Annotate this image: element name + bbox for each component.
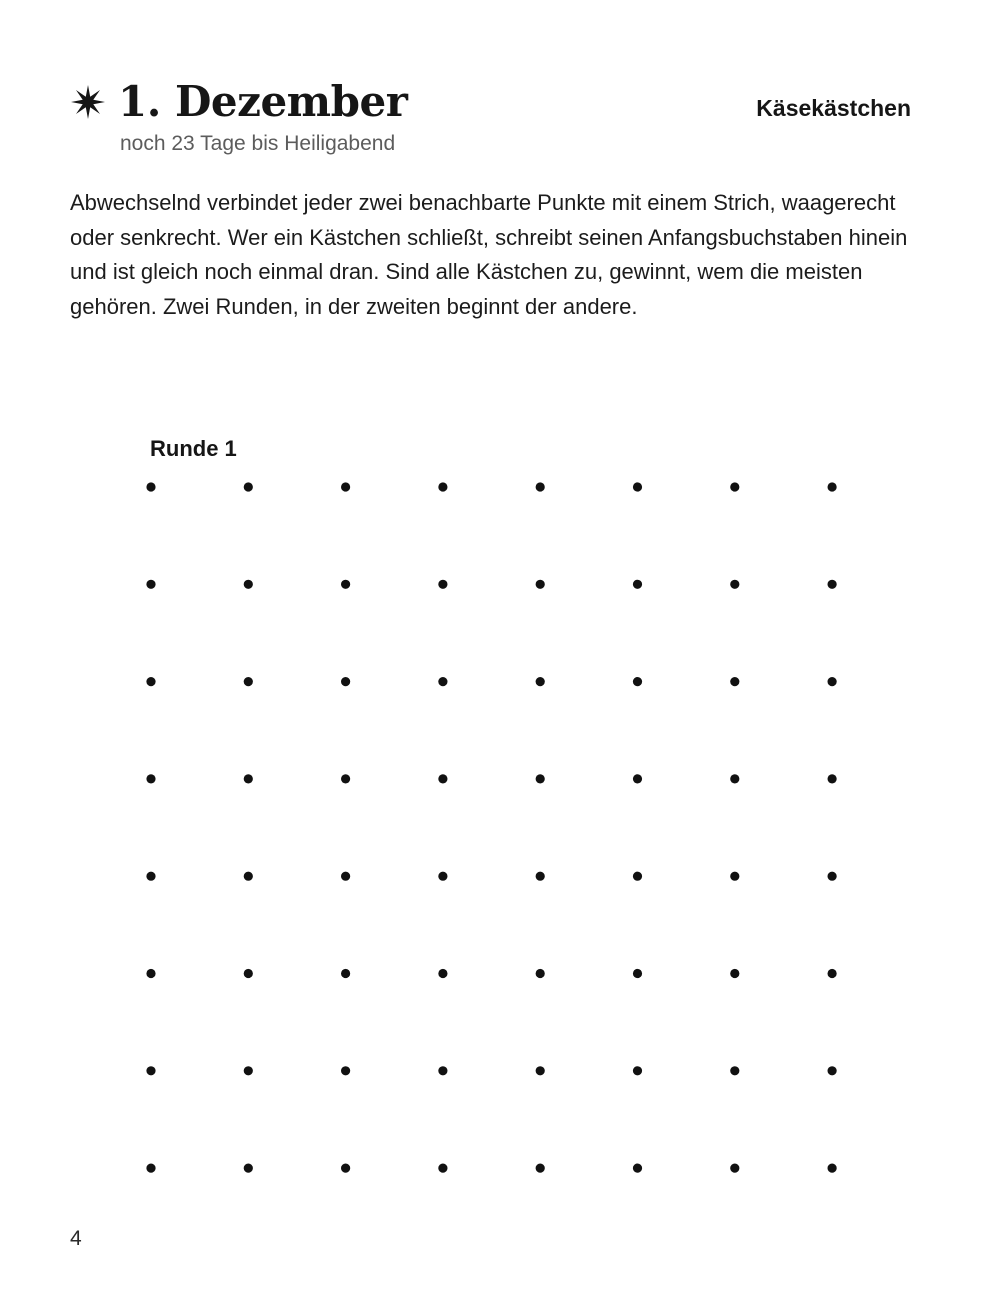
grid-dot[interactable] [244,1066,253,1075]
page-number: 4 [70,1227,82,1250]
grid-dot[interactable] [536,969,545,978]
grid-dot[interactable] [828,969,837,978]
grid-dot[interactable] [536,482,545,491]
grid-dot[interactable] [244,872,253,881]
grid-dot[interactable] [828,1066,837,1075]
grid-dot[interactable] [146,1066,155,1075]
grid-dot[interactable] [341,1164,350,1173]
grid-dot[interactable] [633,1164,642,1173]
grid-dot[interactable] [730,774,739,783]
grid-dot[interactable] [536,580,545,589]
grid-dot[interactable] [146,580,155,589]
grid-dot[interactable] [244,482,253,491]
grid-dot[interactable] [438,969,447,978]
grid-dot[interactable] [633,482,642,491]
grid-dot[interactable] [244,677,253,686]
grid-dot[interactable] [536,774,545,783]
grid-dot[interactable] [438,1066,447,1075]
grid-dot[interactable] [146,482,155,491]
rules-text: Abwechselnd verbindet jeder zwei benachbarte Punkte mit einem Strich, waagerecht oder senkrecht. Wer ein Kästchen schließt, schreibt seinen Anfangsbuchstaben hinein und ist gleich noch einmal dran. Sind alle Kästchen zu, gewinnt, wem die meisten gehören. Zwei Runden, in der zweiten beginnt der andere. [70,190,908,319]
grid-dot[interactable] [730,1164,739,1173]
grid-dot[interactable] [730,677,739,686]
grid-dot[interactable] [730,580,739,589]
grid-dot[interactable] [146,1164,155,1173]
grid-dot[interactable] [146,677,155,686]
grid-dot[interactable] [730,482,739,491]
grid-dot[interactable] [536,1164,545,1173]
grid-dot[interactable] [341,482,350,491]
grid-dot[interactable] [438,677,447,686]
grid-dot[interactable] [536,1066,545,1075]
grid-dot[interactable] [244,969,253,978]
grid-dot[interactable] [536,872,545,881]
grid-dot[interactable] [633,1066,642,1075]
grid-dot[interactable] [633,872,642,881]
grid-dot[interactable] [828,580,837,589]
grid-dot[interactable] [438,580,447,589]
grid-dot[interactable] [730,969,739,978]
grid-dot[interactable] [633,774,642,783]
grid-dot[interactable] [633,969,642,978]
grid-dot[interactable] [244,580,253,589]
grid-dot[interactable] [244,774,253,783]
grid-dot[interactable] [828,872,837,881]
grid-dot[interactable] [633,677,642,686]
grid-dot[interactable] [828,482,837,491]
grid-dot[interactable] [438,1164,447,1173]
grid-dot[interactable] [146,872,155,881]
game-name: Käsekästchen [756,95,911,121]
grid-dot[interactable] [438,482,447,491]
grid-dot[interactable] [536,677,545,686]
page-title: 1. Dezember [118,77,408,126]
round-label: Runde 1 [150,436,237,461]
grid-dot[interactable] [244,1164,253,1173]
grid-dot[interactable] [633,580,642,589]
grid-dot[interactable] [341,677,350,686]
grid-dot[interactable] [341,580,350,589]
grid-dot[interactable] [730,1066,739,1075]
grid-dot[interactable] [341,774,350,783]
grid-dot[interactable] [438,774,447,783]
grid-dot[interactable] [341,969,350,978]
grid-dot[interactable] [146,969,155,978]
grid-dot[interactable] [341,1066,350,1075]
grid-dot[interactable] [438,872,447,881]
grid-dot[interactable] [828,1164,837,1173]
grid-dot[interactable] [828,677,837,686]
grid-dot[interactable] [828,774,837,783]
page-subtitle: noch 23 Tage bis Heiligabend [120,132,396,155]
grid-dot[interactable] [146,774,155,783]
grid-dot[interactable] [341,872,350,881]
grid-dot[interactable] [730,872,739,881]
